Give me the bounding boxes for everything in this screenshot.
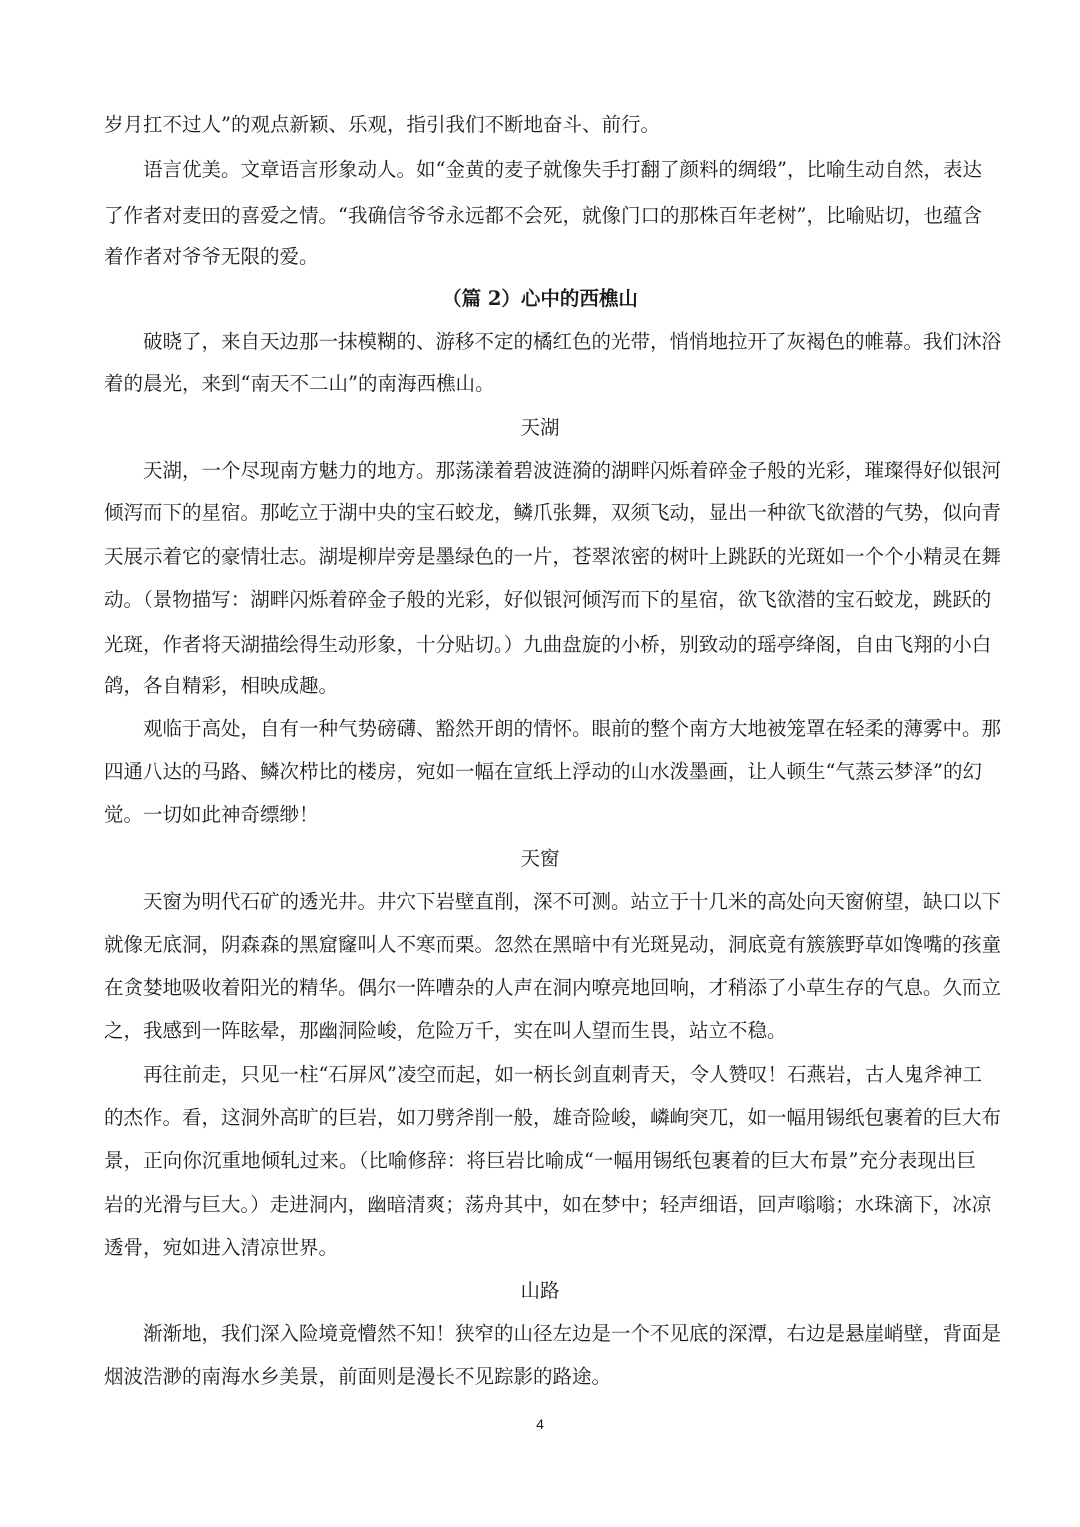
text-line: 天湖，一个尽现南方魅力的地方。那荡漾着碧波涟漪的湖畔闪烁着碎金子般的光彩，璀璨得好似银河 bbox=[143, 459, 1002, 482]
text-line: 就像无底洞，阴森森的黑窟窿叫人不寒而栗。忽然在黑暗中有光斑晃动，洞底竟有簇簇野草如馋嘴的孩童 bbox=[104, 933, 1002, 956]
text-line: 观临于高处，自有一种气势磅礴、豁然开朗的情怀。眼前的整个南方大地被笼罩在轻柔的薄雾中。那 bbox=[143, 717, 1002, 740]
text-line: 语言优美。文章语言形象动人。如“金黄的麦子就像失手打翻了颜料的绸缎”，比喻生动自然，表达 bbox=[143, 158, 982, 181]
text-line: 烟波浩渺的南海水乡美景，前面则是漫长不见踪影的路途。 bbox=[104, 1365, 612, 1388]
text-line: 动。（景物描写：湖畔闪烁着碎金子般的光彩，好似银河倾泻而下的星宿，欲飞欲潜的宝石蛟龙，跳跃的 bbox=[104, 588, 992, 611]
text-line: 的杰作。看，这洞外高旷的巨岩，如刀劈斧削一般，雄奇险峻，嶙峋突兀，如一幅用锡纸包裹着的巨大布 bbox=[104, 1106, 1002, 1129]
text-line: 倾泻而下的星宿。那屹立于湖中央的宝石蛟龙，鳞爪张舞，双须飞动，显出一种欲飞欲潜的气势，似向青 bbox=[104, 501, 1002, 524]
text-line: 破晓了，来自天边那一抹模糊的、游移不定的橘红色的光带，悄悄地拉开了灰褐色的帷幕。我们沐浴 bbox=[143, 330, 1002, 353]
text-line: 之，我感到一阵眩晕，那幽洞险峻，危险万千，实在叫人望而生畏，站立不稳。 bbox=[104, 1019, 787, 1042]
text-line: 天展示着它的豪情壮志。湖堤柳岸旁是墨绿色的一片，苍翠浓密的树叶上跳跃的光斑如一个个小精灵在舞 bbox=[104, 545, 1002, 568]
text-line: 了作者对麦田的喜爱之情。“我确信爷爷永远都不会死，就像门口的那株百年老树”，比喻贴切，也蕴含 bbox=[104, 204, 982, 227]
text-line: 透骨，宛如进入清凉世界。 bbox=[104, 1236, 339, 1259]
text-line: 觉。一切如此神奇缥缈！ bbox=[104, 803, 319, 826]
text-line: 光斑，作者将天湖描绘得生动形象，十分贴切。）九曲盘旋的小桥，别致动的瑶亭绛阁，自由飞翔的小白 bbox=[104, 633, 992, 656]
text-line: 着的晨光，来到“南天不二山”的南海西樵山。 bbox=[104, 372, 495, 395]
subheading-shanlu: 山路 bbox=[520, 1279, 560, 1302]
page-number: 4 bbox=[536, 1416, 544, 1432]
subheading-tianhu: 天湖 bbox=[520, 416, 560, 439]
text-line: 在贪婪地吸收着阳光的精华。偶尔一阵嘈杂的人声在洞内嘹亮地回响，才稍添了小草生存的气息。久而立 bbox=[104, 976, 1002, 999]
text-line: 岩的光滑与巨大。）走进洞内，幽暗清爽；荡舟其中，如在梦中；轻声细语，回声嗡嗡；水珠滴下，冰凉 bbox=[104, 1193, 992, 1216]
text-line: 再往前走，只见一柱“石屏风”凌空而起，如一柄长剑直刺青天，令人赞叹！石燕岩，古人鬼斧神工 bbox=[143, 1063, 982, 1086]
text-line: 鸽，各自精彩，相映成趣。 bbox=[104, 674, 339, 697]
section-title: （篇 2）心中的西樵山 bbox=[442, 287, 638, 310]
text-line: 四通八达的马路、鳞次栉比的楼房，宛如一幅在宣纸上浮动的山水泼墨画，让人顿生“气蒸云梦泽”的幻 bbox=[104, 760, 982, 783]
text-line: 岁月扛不过人”的观点新颖、乐观，指引我们不断地奋斗、前行。 bbox=[104, 113, 660, 136]
text-line: 着作者对爷爷无限的爱。 bbox=[104, 245, 319, 268]
text-line: 渐渐地，我们深入险境竟懵然不知！狭窄的山径左边是一个不见底的深潭，右边是悬崖峭壁，背面是 bbox=[143, 1322, 1002, 1345]
text-line: 景，正向你沉重地倾轧过来。（比喻修辞：将巨岩比喻成“一幅用锡纸包裹着的巨大布景”充分表现出巨 bbox=[104, 1149, 976, 1172]
subheading-tianchuang: 天窗 bbox=[520, 847, 560, 870]
text-line: 天窗为明代石矿的透光井。井穴下岩壁直削，深不可测。站立于十几米的高处向天窗俯望，缺口以下 bbox=[143, 890, 1002, 913]
